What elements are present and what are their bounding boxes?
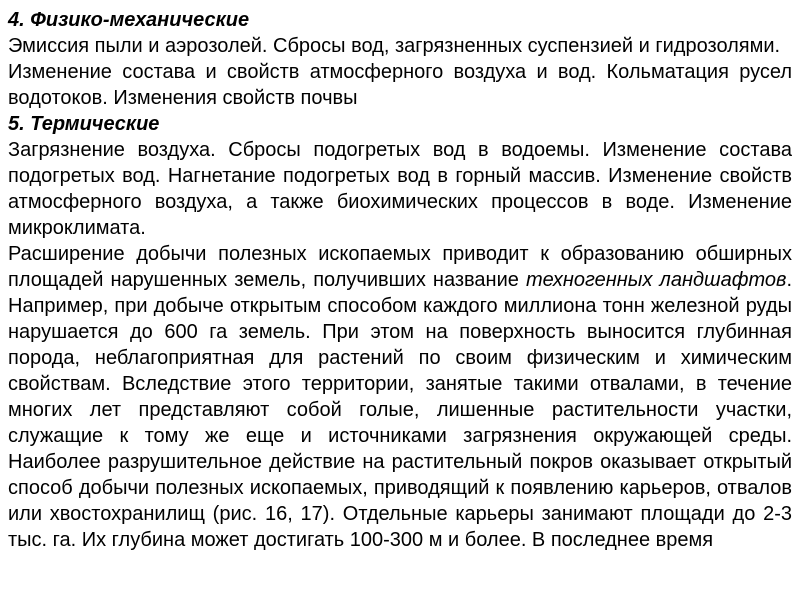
document-page [8, 7, 792, 553]
section-4-paragraph-2: Изменение состава и свойств атмосферного воздуха и вод. Кольматация русел водотоков. Изменения свойств почвы [8, 61, 792, 109]
section-4-heading: 4. Физико-механические [8, 9, 250, 31]
main-paragraph-text-end: . Например, при добыче открытым способом каждого миллиона тонн железной руды нарушается до 600 га земель. При этом на поверхность выносится глубинная порода, неблагоприятная для растений по своим физическим и химическим свойствам. Вследствие этого территории, занятые такими отвалами, в течение многих лет представляют собой голые, лишенные растительности участки, служащие к тому же еще и источниками загрязнения окружающей среды. Наиболее разрушительное действие на растительный покров оказывает открытый способ добычи полезных ископаемых, приводящий к появлению карьеров, отвалов или хвостохранилищ (рис. 16, 17). Отдельные карьеры занимают площади до 2-3 тыс. га. Их глубина может достигать 100-300 м и более. В последнее время [8, 269, 793, 551]
main-paragraph [8, 241, 792, 553]
main-paragraph-text-start: Расширение добычи полезных ископаемых приводит к образованию обширных площадей нарушенных земель, получивших название [8, 243, 792, 291]
italic-term: техногенных ландшафтов [525, 269, 787, 291]
section-4-paragraph-1: Эмиссия пыли и аэрозолей. Сбросы вод, загрязненных суспензией и гидрозолями. [8, 35, 781, 57]
section-5-paragraph-1: Загрязнение воздуха. Сбросы подогретых вод в водоемы. Изменение состава подогретых вод. Нагнетание подогретых вод в горный массив. Изменение свойств атмосферного воздуха, а также биохимических процессов в воде. Изменение микроклимата. [8, 139, 792, 239]
section-5-heading: 5. Термические [8, 113, 160, 135]
